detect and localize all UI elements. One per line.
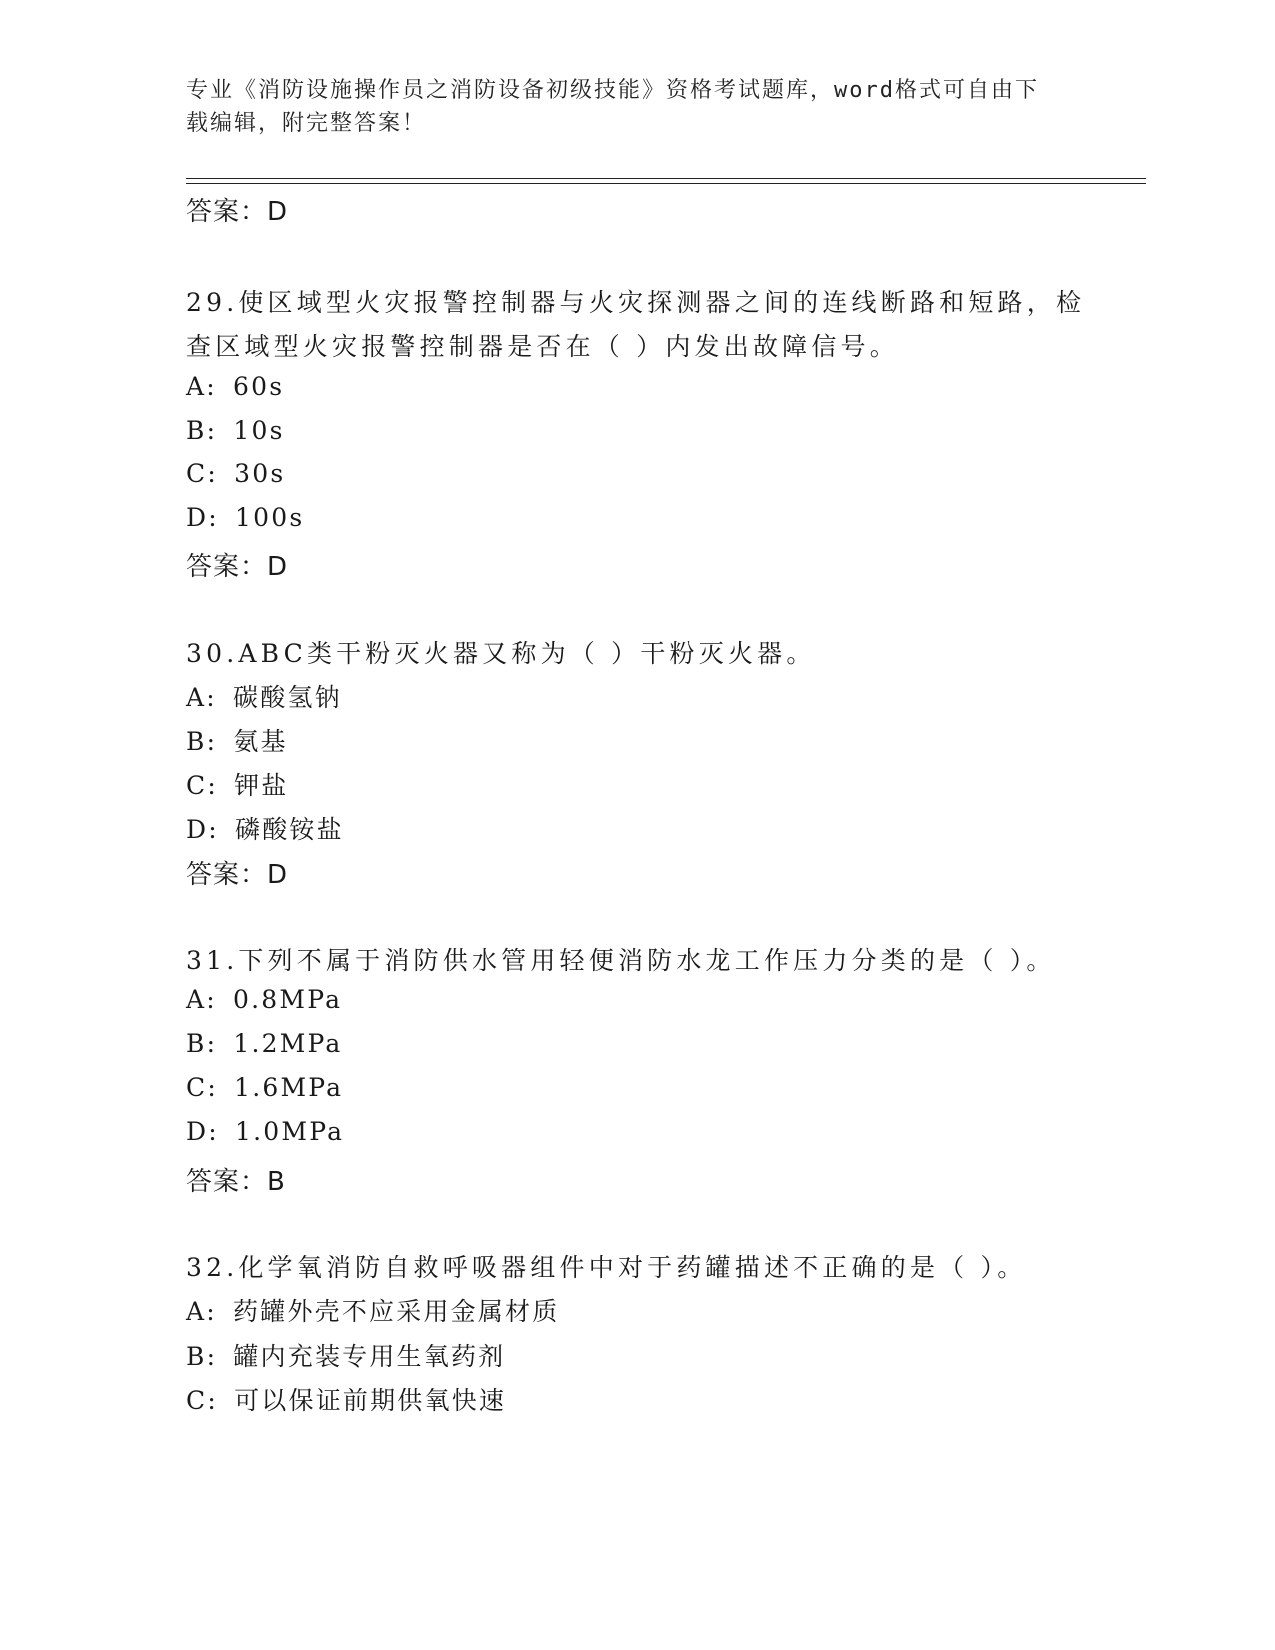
option-text: 磷酸铵盐 bbox=[235, 815, 344, 844]
question-stem-line: 31.下列不属于消防供水管用轻便消防水龙工作压力分类的是（ ）。 bbox=[186, 946, 1056, 975]
option-label: B: bbox=[186, 727, 218, 756]
option-label: C: bbox=[186, 459, 218, 488]
option-label: A: bbox=[186, 683, 217, 712]
option-c bbox=[186, 1073, 343, 1102]
option-label: A: bbox=[186, 985, 217, 1014]
option-label: C: bbox=[186, 1386, 218, 1415]
option-text: 60s bbox=[233, 372, 285, 401]
option-a bbox=[186, 1292, 559, 1328]
option-label: B: bbox=[186, 1342, 218, 1371]
option-d bbox=[186, 503, 304, 532]
option-a bbox=[186, 678, 342, 714]
answer-previous: 答案：D bbox=[186, 197, 289, 227]
option-b bbox=[186, 1029, 343, 1058]
option-text: 100s bbox=[235, 503, 305, 532]
option-label: D: bbox=[186, 1117, 219, 1146]
question-stem-line: 29.使区域型火灾报警控制器与火灾探测器之间的连线断路和短路，检 bbox=[186, 288, 1086, 317]
option-a bbox=[186, 985, 342, 1014]
option-c bbox=[186, 766, 289, 802]
option-text: 碳酸氢钠 bbox=[233, 683, 342, 712]
header-divider-top bbox=[186, 178, 1146, 179]
answer: 答案：D bbox=[186, 860, 289, 890]
option-text: 药罐外壳不应采用金属材质 bbox=[233, 1297, 560, 1326]
document-header bbox=[186, 74, 1066, 140]
option-d bbox=[186, 1117, 344, 1146]
answer: 答案：D bbox=[186, 552, 289, 582]
option-b bbox=[186, 722, 288, 758]
option-label: A: bbox=[186, 1297, 217, 1326]
header-divider-bottom bbox=[186, 183, 1146, 184]
option-c bbox=[186, 1381, 506, 1417]
option-label: B: bbox=[186, 416, 218, 445]
option-c bbox=[186, 459, 285, 488]
option-text: 钾盐 bbox=[234, 771, 289, 800]
option-text: 1.2MPa bbox=[233, 1029, 343, 1058]
header-line-2: 载编辑，附完整答案！ bbox=[186, 111, 427, 136]
option-text: 0.8MPa bbox=[233, 985, 343, 1014]
option-text: 1.6MPa bbox=[234, 1073, 344, 1102]
option-a bbox=[186, 372, 284, 401]
option-label: C: bbox=[186, 771, 218, 800]
question-stem-line: 32.化学氧消防自救呼吸器组件中对于药罐描述不正确的是（ ）。 bbox=[186, 1253, 1027, 1282]
option-text: 1.0MPa bbox=[235, 1117, 345, 1146]
option-text: 可以保证前期供氧快速 bbox=[234, 1386, 507, 1415]
option-b bbox=[186, 416, 285, 445]
option-text: 10s bbox=[233, 416, 285, 445]
option-label: B: bbox=[186, 1029, 218, 1058]
option-label: C: bbox=[186, 1073, 218, 1102]
answer: 答案：B bbox=[186, 1167, 286, 1197]
option-label: D: bbox=[186, 503, 219, 532]
option-label: D: bbox=[186, 815, 219, 844]
option-d bbox=[186, 810, 344, 846]
option-text: 罐内充装专用生氧药剂 bbox=[233, 1342, 506, 1371]
question-stem-line: 30.ABC类干粉灭火器又称为（ ）干粉灭火器。 bbox=[186, 639, 816, 668]
option-text: 氨基 bbox=[233, 727, 288, 756]
option-text: 30s bbox=[234, 459, 286, 488]
header-line-1: 专业《消防设施操作员之消防设备初级技能》资格考试题库，word格式可自由下 bbox=[186, 78, 1039, 103]
option-label: A: bbox=[186, 372, 217, 401]
question-stem-line: 查区域型火灾报警控制器是否在（ ）内发出故障信号。 bbox=[186, 332, 899, 361]
option-b bbox=[186, 1337, 505, 1373]
